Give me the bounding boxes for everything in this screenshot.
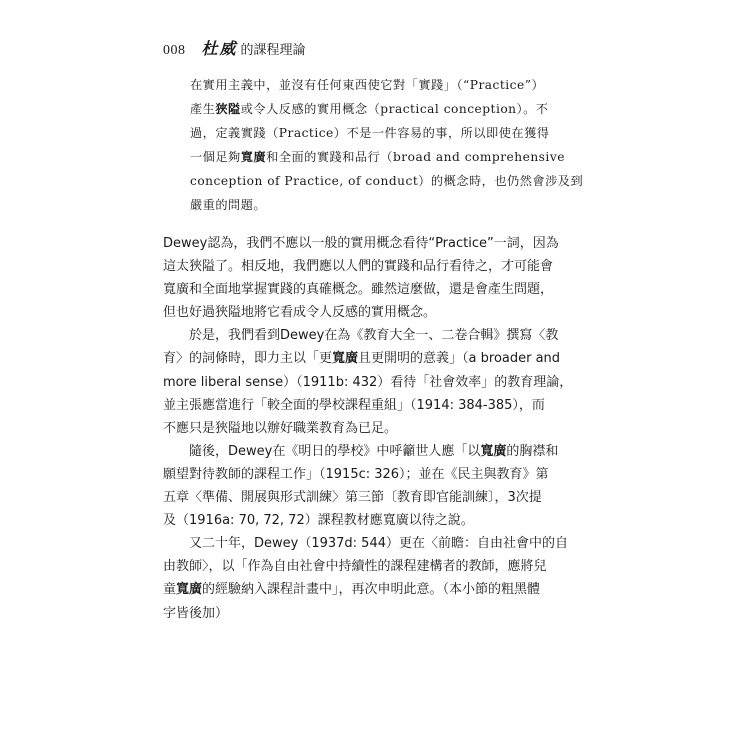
text-segment: conception of Practice, of conduct）的概念時，也仍然會涉及到 bbox=[190, 174, 584, 189]
bold-text: 寬廣 bbox=[480, 443, 507, 459]
book-title: 的課程理論 bbox=[240, 43, 306, 58]
text-line bbox=[163, 509, 577, 532]
text-line bbox=[163, 255, 577, 278]
text-segment: 產生 bbox=[190, 102, 216, 117]
text-segment: 或令人反感的實用概念（practical conception）。不 bbox=[240, 102, 549, 117]
text-segment: 但也好過狹隘地將它看成令人反感的實用概念。 bbox=[163, 305, 437, 321]
text-line bbox=[163, 602, 577, 625]
text-segment: 於是，我們看到Dewey在為《教育大全一、二卷合輯》撰寫〈教 bbox=[189, 328, 559, 344]
text-line bbox=[163, 555, 577, 578]
text-segment: more liberal sense）（1911b: 432）看待「社會效率」的教育理論， bbox=[163, 374, 573, 390]
bold-text: 寬廣 bbox=[332, 351, 359, 367]
text-segment: 隨後，Dewey在《明日的學校》中呼籲世人應「以 bbox=[189, 443, 481, 459]
running-header bbox=[163, 36, 306, 60]
text-line bbox=[163, 578, 577, 601]
paragraph bbox=[163, 532, 577, 624]
text-line bbox=[163, 278, 577, 301]
text-segment: 育〉的詞條時，即力主以「更 bbox=[163, 351, 333, 367]
text-line bbox=[190, 193, 576, 217]
text-segment: 的經驗納入課程計畫中」，再次申明此意。（本小節的粗黑體 bbox=[202, 582, 541, 598]
text-line bbox=[163, 324, 577, 347]
text-segment: 字皆後加） bbox=[163, 605, 229, 621]
text-segment: 又二十年，Dewey（1937d: 544）更在〈前瞻：自由社會中的自 bbox=[189, 536, 568, 552]
text-segment: 及（1916a: 70, 72, 72）課程教材應寬廣以待之說。 bbox=[163, 513, 474, 529]
text-segment: 在實用主義中，並沒有任何東西使它對「實踐」（“Practice”） bbox=[190, 78, 545, 92]
bold-text: 寬廣 bbox=[240, 150, 267, 165]
text-line bbox=[163, 347, 577, 370]
text-line bbox=[190, 97, 576, 121]
text-line bbox=[190, 169, 584, 193]
block-quote bbox=[190, 73, 584, 218]
text-segment: 五章〈準備、開展與形式訓練〉第三節〔教育即官能訓練〕，3次提 bbox=[163, 490, 542, 506]
text-segment: 過，定義實踐（Practice）不是一件容易的事，所以即使在獲得 bbox=[190, 126, 550, 141]
text-segment: 童 bbox=[163, 582, 177, 598]
text-segment: 由教師〉，以「作為自由社會中持續性的課程建構者的教師，應將兒 bbox=[163, 559, 547, 575]
text-segment: 並主張應當進行「較全面的學校課程重組」（1914: 384-385），而 bbox=[163, 397, 545, 413]
book-author: 杜威 bbox=[201, 39, 238, 58]
text-segment: 這太狹隘了。相反地，我們應以人們的實踐和品行看待之，才可能會 bbox=[163, 259, 554, 275]
text-segment: 和全面的實踐和品行（broad and comprehensive bbox=[266, 150, 565, 165]
text-segment: 一個足夠 bbox=[190, 150, 241, 165]
text-line bbox=[190, 121, 576, 145]
text-line bbox=[163, 463, 577, 486]
page-number: 008 bbox=[163, 43, 186, 58]
text-line bbox=[163, 486, 577, 509]
bold-text: 寬廣 bbox=[176, 582, 203, 598]
text-segment: 不應只是狹隘地以辦好職業教育為已足。 bbox=[163, 420, 398, 436]
text-line bbox=[163, 301, 577, 324]
paragraph bbox=[163, 440, 577, 532]
text-line bbox=[190, 73, 576, 97]
paragraph bbox=[163, 232, 577, 324]
text-segment: Dewey認為，我們不應以一般的實用概念看待“Practice”一詞，因為 bbox=[163, 236, 559, 251]
text-segment: 的胸襟和 bbox=[506, 443, 559, 459]
text-line bbox=[163, 532, 577, 555]
text-line bbox=[163, 394, 577, 417]
text-line bbox=[163, 371, 577, 394]
paragraph bbox=[163, 324, 577, 439]
body-text bbox=[163, 232, 577, 625]
text-segment: 寬廣和全面地掌握實踐的真確概念。雖然這麼做，還是會產生問題， bbox=[163, 282, 554, 298]
text-segment: 嚴重的問題。 bbox=[190, 198, 267, 213]
text-line bbox=[163, 417, 577, 440]
text-line bbox=[190, 145, 576, 169]
bold-text: 狹隘 bbox=[215, 102, 241, 117]
text-line bbox=[163, 440, 577, 463]
text-line bbox=[163, 232, 577, 255]
text-segment: 願望對待教師的課程工作」（1915c: 326）；並在《民主與教育》第 bbox=[163, 466, 549, 482]
text-segment: 且更開明的意義」（a broader and bbox=[358, 351, 561, 367]
